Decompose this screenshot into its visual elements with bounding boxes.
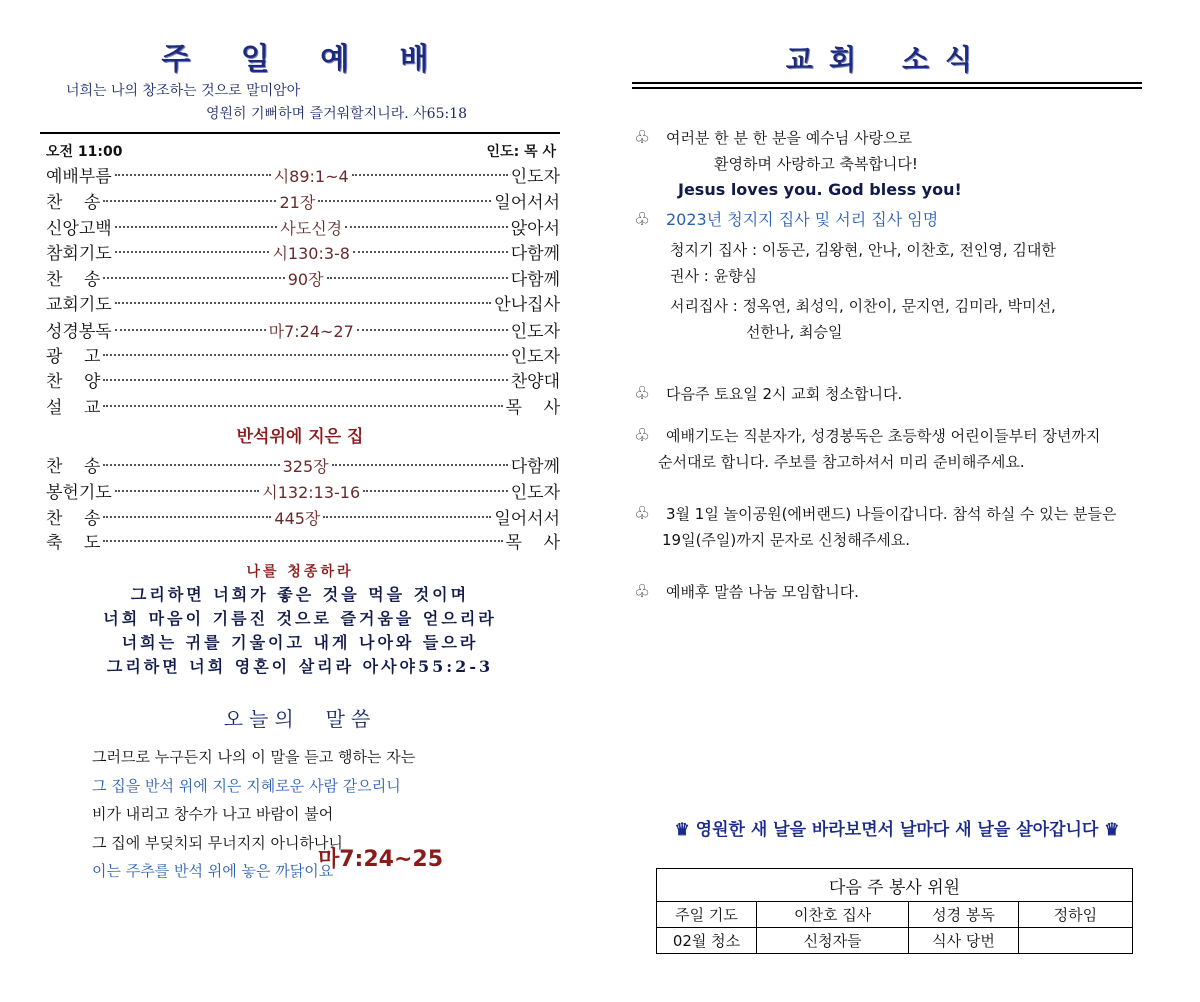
- invitation-line: 그리하면 너희 영혼이 살리라 아사야55:2-3: [106, 657, 494, 677]
- table-cell: 주일 기도: [657, 902, 757, 928]
- word-line: 이는 주추를 반석 위에 놓은 까닭이요: [92, 862, 334, 881]
- table-cell: 식사 당번: [909, 928, 1018, 954]
- todays-word-title-a: 오늘의: [223, 707, 300, 732]
- word-line: 그 집에 부딪치되 무너지지 아니하나니: [92, 833, 343, 852]
- clover-icon: ♧: [634, 503, 651, 524]
- dot-leader: [353, 251, 508, 253]
- order-item: [46, 345, 560, 371]
- order-item-role: 목 사: [505, 398, 560, 419]
- order-item-name: 찬 송: [46, 508, 101, 529]
- dot-leader: [352, 174, 508, 176]
- news-text: 예배후 말씀 나눔 모임합니다.: [666, 583, 859, 601]
- news-item: [632, 207, 1142, 345]
- dot-leader: [103, 405, 502, 407]
- news-text: 환영하며 사랑하고 축복합니다!: [714, 155, 918, 173]
- order-item-name: 찬 송: [46, 192, 101, 213]
- clover-icon: ♧: [634, 581, 651, 602]
- order-item: [46, 267, 560, 293]
- opening-verse: [40, 80, 560, 126]
- order-item-role: 목 사: [505, 533, 560, 554]
- order-item-role: 일어서서: [494, 192, 560, 213]
- order-item-reference: 마7:24~27: [268, 321, 354, 341]
- volunteer-table: [656, 868, 1133, 954]
- news-list: [632, 125, 1142, 605]
- order-item: [46, 293, 560, 319]
- order-item-name: 광 고: [46, 346, 101, 367]
- dot-leader: [103, 464, 279, 466]
- word-line: 그 집을 반석 위에 지은 지혜로운 사람 같으리니: [92, 776, 401, 795]
- worship-title: 주 일 예 배: [161, 42, 449, 77]
- order-item: [46, 454, 560, 480]
- news-title-divider: [632, 82, 1142, 89]
- order-item-reference: 사도신경: [280, 218, 343, 238]
- order-item-reference: 325장: [282, 456, 329, 476]
- sermon-title: 반석위에 지은 집: [236, 426, 364, 447]
- order-item-role: 다함께: [510, 270, 561, 291]
- news-heading: 2023년 청지지 집사 및 서리 집사 임명: [666, 210, 939, 229]
- dot-leader: [103, 516, 271, 518]
- volunteer-table-title: 다음 주 봉사 위원: [657, 869, 1133, 902]
- order-item-name: 설 교: [46, 398, 101, 419]
- order-item-role: 인도자: [510, 346, 560, 367]
- order-item-role: 인도자: [510, 482, 560, 503]
- slogan-text: 영원한 새 날을 바라보면서 날마다 새 날을 살아갑니다: [695, 820, 1099, 840]
- invitation-line: 너희 마음이 기름진 것으로 즐거움을 얻으리라: [103, 609, 497, 629]
- table-row: [657, 928, 1133, 954]
- closing-order: [40, 454, 560, 557]
- title-divider: [40, 132, 560, 134]
- table-cell: 신청자들: [756, 928, 908, 954]
- order-item-name: 봉헌기도: [46, 482, 112, 503]
- order-item-name: 신앙고백: [46, 218, 112, 239]
- news-item: [632, 579, 1142, 605]
- order-item-role: 안나집사: [494, 294, 560, 315]
- table-cell: 성경 봉독: [909, 902, 1018, 928]
- order-item: [46, 190, 560, 216]
- dot-leader: [103, 200, 276, 202]
- table-cell: [1018, 928, 1132, 954]
- dot-leader: [323, 516, 491, 518]
- order-item-name: 성경봉독: [46, 321, 112, 342]
- clover-icon: ♧: [634, 425, 651, 446]
- news-text: 서리집사 : 정옥연, 최성익, 이찬이, 문지연, 김미라, 박미선,: [670, 297, 1056, 315]
- order-item: [46, 396, 560, 422]
- news-item: [632, 501, 1142, 553]
- order-item-reference: 90장: [287, 270, 324, 290]
- table-row: [657, 902, 1133, 928]
- word-reference: 마7:24~25: [318, 847, 444, 872]
- order-item-reference: 시130:3-8: [272, 244, 350, 264]
- worship-order-column: [40, 40, 560, 886]
- news-text: 19일(주일)까지 문자로 신청해주세요.: [662, 531, 910, 549]
- dot-leader: [363, 490, 508, 492]
- church-news-column: [632, 40, 1142, 605]
- invitation-verse: [40, 561, 560, 679]
- order-item: [46, 216, 560, 242]
- order-item-role: 인도자: [510, 167, 560, 187]
- dot-leader: [103, 379, 507, 381]
- order-item-role: 일어서서: [494, 508, 561, 529]
- invitation-line: 너희는 귀를 기울이고 내게 나아와 들으라: [121, 633, 479, 653]
- dot-leader: [327, 277, 508, 279]
- news-text: 예배기도는 직분자가, 성경봉독은 초등학생 어린이들부터 장년까지: [666, 427, 1101, 445]
- dot-leader: [115, 174, 271, 176]
- order-item-reference: 시132:13-16: [262, 482, 361, 502]
- dot-leader: [115, 302, 492, 304]
- dot-leader: [103, 354, 507, 356]
- news-text: 청지기 집사 : 이동곤, 김왕현, 안나, 이찬호, 전인영, 김대한: [670, 241, 1056, 259]
- order-item-name: 예배부름: [46, 167, 112, 187]
- service-leader: 인도: 목 사: [486, 144, 556, 160]
- order-item-role: 다함께: [510, 244, 561, 265]
- dot-leader: [103, 277, 284, 279]
- order-item: [46, 164, 560, 190]
- news-text: 3월 1일 놀이공원(에버랜드) 나들이갑니다. 참석 하실 수 있는 분들은: [666, 505, 1117, 523]
- dot-leader: [115, 490, 260, 492]
- order-item: [46, 480, 560, 506]
- dot-leader: [332, 464, 508, 466]
- dot-leader: [115, 329, 266, 331]
- order-item-name: 참회기도: [46, 244, 112, 265]
- order-item-role: 다함께: [510, 456, 560, 477]
- news-text: 선한나, 최승일: [746, 323, 843, 341]
- order-item: [46, 241, 560, 267]
- order-item-role: 인도자: [510, 321, 561, 342]
- order-item-role: 앉아서: [510, 218, 560, 239]
- order-item-name: 교회기도: [46, 294, 112, 315]
- dot-leader: [115, 251, 270, 253]
- opening-verse-line-2: 영원히 기뻐하며 즐거워할지니라. 사65:18: [206, 106, 468, 122]
- news-text: 다음주 토요일 2시 교회 청소합니다.: [666, 385, 903, 403]
- clover-icon: ♧: [634, 127, 651, 148]
- todays-word-title-b: 말씀: [325, 707, 377, 732]
- word-line: 그러므로 누구든지 나의 이 말을 듣고 행하는 자는: [92, 748, 416, 767]
- clover-icon: ♧: [634, 383, 651, 404]
- order-item-name: 찬 송: [46, 456, 101, 477]
- invitation-line: 그리하면 너희가 좋은 것을 먹을 것이며: [130, 585, 470, 605]
- todays-word-text: [40, 743, 560, 886]
- opening-verse-line-1: 너희는 나의 창조하는 것으로 말미암아: [66, 83, 301, 99]
- news-text: 권사 : 윤향심: [670, 267, 758, 285]
- order-item-name: 찬 송: [46, 270, 101, 291]
- todays-word-title: [40, 705, 560, 733]
- clover-icon: ♧: [634, 209, 651, 230]
- news-item: [632, 125, 1142, 203]
- table-cell: 정하임: [1018, 902, 1132, 928]
- word-line: 비가 내리고 창수가 나고 바람이 불어: [92, 805, 334, 824]
- dot-leader: [318, 200, 491, 202]
- order-item-reference: 시89:1~4: [273, 167, 349, 186]
- table-cell: 02월 청소: [657, 928, 757, 954]
- crown-icon: ♛: [1104, 820, 1120, 840]
- order-item: [46, 370, 560, 396]
- dot-leader: [357, 329, 508, 331]
- order-of-service: [40, 164, 560, 422]
- dot-leader: [345, 226, 508, 228]
- news-title: [632, 40, 1142, 80]
- service-time: 오전 11:00: [46, 144, 123, 160]
- order-item-name: 축 도: [46, 533, 101, 554]
- order-item: [46, 531, 560, 557]
- order-item-reference: 21장: [279, 192, 316, 212]
- order-item-reference: 445장: [274, 508, 321, 528]
- slogan: [662, 816, 1132, 844]
- news-english: Jesus loves you. God bless you!: [678, 180, 962, 199]
- invitation-heading: 나를 청종하라: [246, 564, 354, 581]
- order-item-role: 찬양대: [510, 372, 560, 393]
- dot-leader: [115, 226, 278, 228]
- crown-icon: ♛: [674, 820, 690, 840]
- news-title-a: 교회: [785, 43, 872, 76]
- service-header: [40, 142, 560, 162]
- news-text: 여러분 한 분 한 분을 예수님 사랑으로: [666, 129, 912, 147]
- order-item: [46, 506, 560, 532]
- order-item-name: 찬 양: [46, 372, 101, 393]
- news-title-b: 소식: [902, 43, 989, 76]
- order-item: [46, 319, 560, 345]
- news-item: [632, 423, 1142, 475]
- dot-leader: [103, 540, 502, 542]
- news-text: 순서대로 합니다. 주보를 참고하셔서 미리 준비해주세요.: [658, 453, 1025, 471]
- news-item: [632, 381, 1142, 407]
- table-cell: 이찬호 집사: [756, 902, 908, 928]
